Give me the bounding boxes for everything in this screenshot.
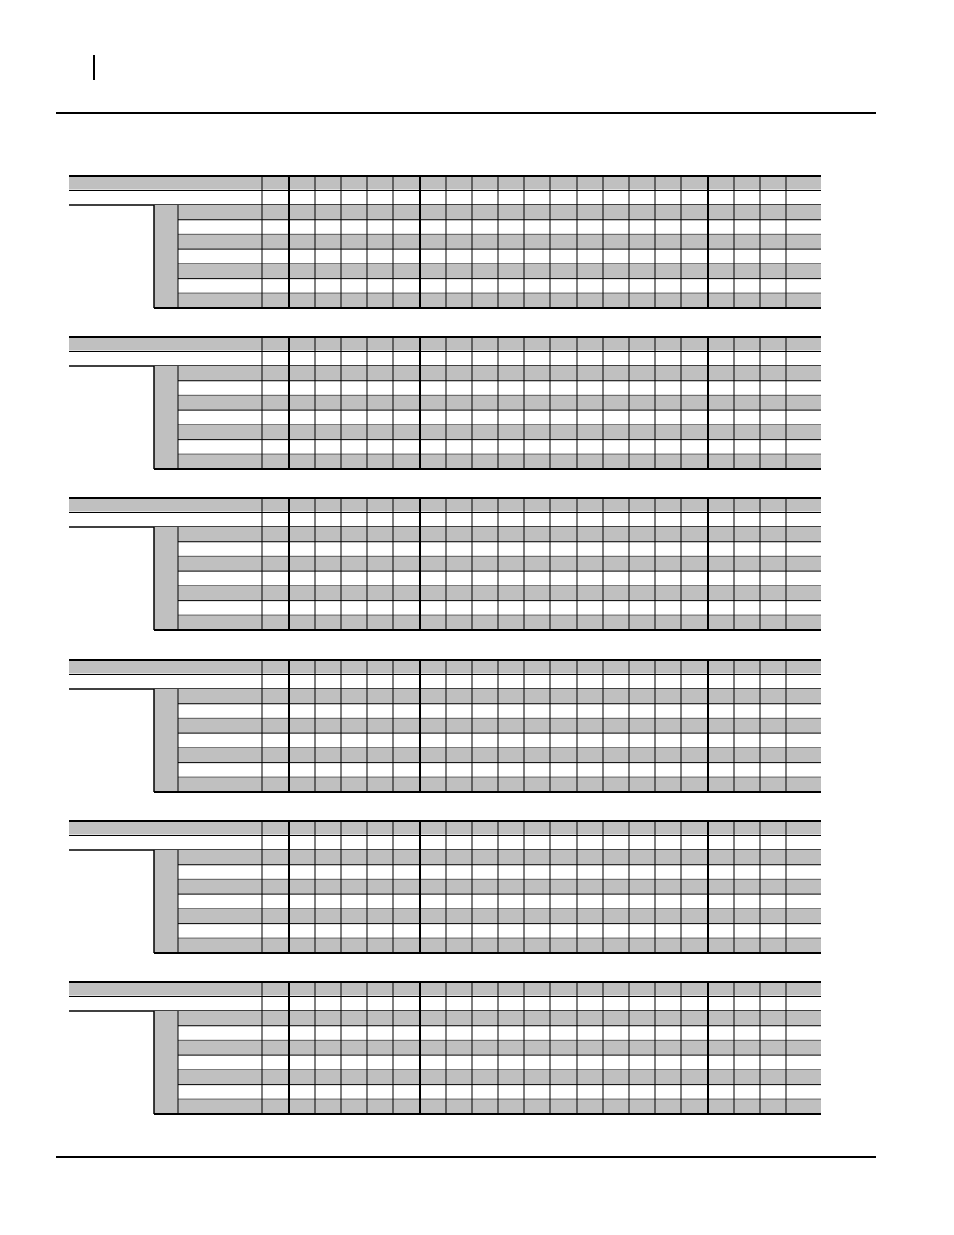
table-1-header-cells: [262, 176, 821, 190]
table-6-header-band: [69, 982, 262, 996]
table-1-row-7: [178, 293, 821, 308]
table-4-row-1: [178, 689, 821, 704]
table-1-row-1: [178, 205, 821, 220]
table-2-row-5: [178, 425, 821, 440]
table-1-row-5: [178, 264, 821, 279]
table-6-side-band: [154, 1011, 178, 1114]
table-4-header-band: [69, 660, 262, 674]
table-5-row-3: [178, 879, 821, 894]
table-6-row-1: [178, 1011, 821, 1026]
table-1-header-band: [69, 176, 262, 190]
table-4-row-7: [178, 777, 821, 792]
table-3-row-3: [178, 556, 821, 571]
table-5-row-7: [178, 938, 821, 953]
table-1-side-band: [154, 205, 178, 308]
table-2-header-cells: [262, 337, 821, 351]
table-6-row-7: [178, 1099, 821, 1114]
table-5-row-1: [178, 850, 821, 865]
table-2-header-band: [69, 337, 262, 351]
table-3-side-band: [154, 527, 178, 630]
table-6-row-5: [178, 1070, 821, 1085]
table-3-header-cells: [262, 498, 821, 512]
table-3-header-band: [69, 498, 262, 512]
table-5-row-5: [178, 909, 821, 924]
table-2-side-band: [154, 366, 178, 469]
table-6-header-cells: [262, 982, 821, 996]
table-5-header-band: [69, 821, 262, 835]
table-5-side-band: [154, 850, 178, 953]
table-2-row-3: [178, 395, 821, 410]
table-4-side-band: [154, 689, 178, 792]
table-1-row-3: [178, 234, 821, 249]
table-4-row-5: [178, 748, 821, 763]
table-2-row-1: [178, 366, 821, 381]
table-4-row-3: [178, 718, 821, 733]
table-3-row-5: [178, 586, 821, 601]
table-3-row-7: [178, 615, 821, 630]
table-2-row-7: [178, 454, 821, 469]
table-6-row-3: [178, 1040, 821, 1055]
table-3-row-1: [178, 527, 821, 542]
table-5-header-cells: [262, 821, 821, 835]
table-4-header-cells: [262, 660, 821, 674]
